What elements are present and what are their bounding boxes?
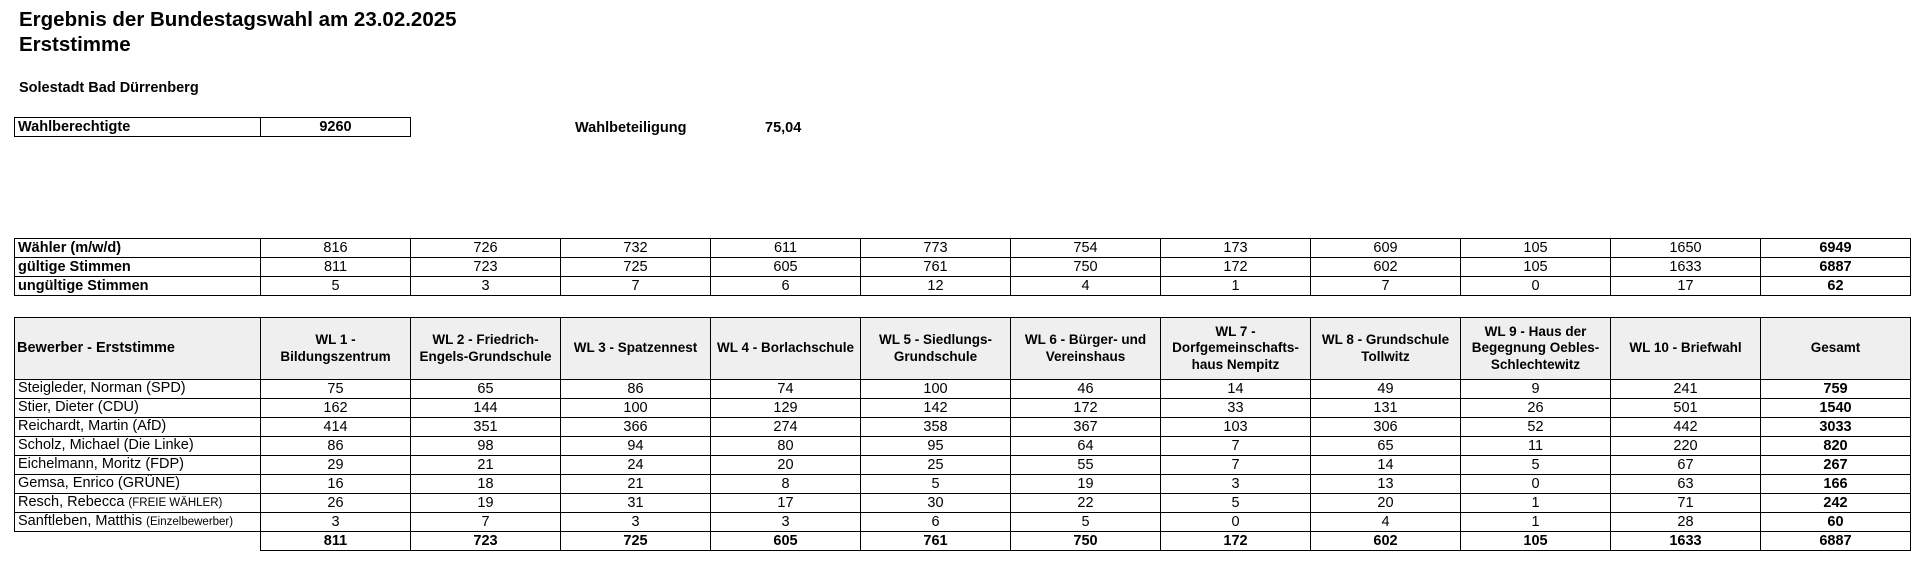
candidate-row [15, 513, 1911, 532]
vote-count-cell: 14 [1311, 456, 1461, 475]
vote-count-cell: 103 [1161, 418, 1311, 437]
vote-count-cell: 13 [1311, 475, 1461, 494]
voters-total-cell: 6949 [1761, 239, 1911, 258]
voters-summary-table [14, 238, 1911, 296]
vote-count-cell: 1 [1461, 494, 1611, 513]
vote-count-cell: 442 [1611, 418, 1761, 437]
vote-count-cell: 64 [1011, 437, 1161, 456]
sum-cell: 1633 [1611, 532, 1761, 551]
district-column-header: WL 4 - Borlachschule [711, 318, 861, 380]
vote-count-cell: 31 [561, 494, 711, 513]
candidate-total-cell: 1540 [1761, 399, 1911, 418]
vote-count-cell: 8 [711, 475, 861, 494]
vote-count-cell: 4 [1311, 513, 1461, 532]
candidate-name: Gemsa, Enrico (GRÜNE) [18, 475, 180, 491]
voters-cell: 5 [261, 277, 411, 296]
vote-count-cell: 0 [1461, 475, 1611, 494]
grand-total-cell: 6887 [1761, 532, 1911, 551]
total-column-header: Gesamt [1761, 318, 1911, 380]
candidate-name-cell [15, 456, 261, 475]
eligible-row [15, 118, 411, 137]
vote-count-cell: 131 [1311, 399, 1461, 418]
district-column-header: WL 5 - Siedlungs-Grundschule [861, 318, 1011, 380]
candidate-name: Eichelmann, Moritz (FDP) [18, 456, 184, 472]
vote-count-cell: 11 [1461, 437, 1611, 456]
sum-cell: 172 [1161, 532, 1311, 551]
sum-cell: 725 [561, 532, 711, 551]
vote-count-cell: 49 [1311, 380, 1461, 399]
sum-row-spacer [15, 532, 261, 551]
voters-total-cell: 6887 [1761, 258, 1911, 277]
vote-count-cell: 55 [1011, 456, 1161, 475]
sum-cell: 105 [1461, 532, 1611, 551]
vote-count-cell: 5 [1461, 456, 1611, 475]
eligible-value: 9260 [261, 118, 411, 137]
title-line-2: Erststimme [19, 33, 131, 56]
voters-cell: 773 [861, 239, 1011, 258]
district-column-header: WL 10 - Briefwahl [1611, 318, 1761, 380]
vote-count-cell: 1 [1461, 513, 1611, 532]
voters-cell: 811 [261, 258, 411, 277]
vote-count-cell: 6 [861, 513, 1011, 532]
sum-cell: 723 [411, 532, 561, 551]
district-column-header: WL 6 - Bürger- und Vereinshaus [1011, 318, 1161, 380]
district-column-header: WL 9 - Haus der Begegnung Oebles-Schlechtewitz [1461, 318, 1611, 380]
vote-count-cell: 67 [1611, 456, 1761, 475]
voters-cell: 3 [411, 277, 561, 296]
vote-count-cell: 19 [1011, 475, 1161, 494]
vote-count-cell: 63 [1611, 475, 1761, 494]
candidate-row [15, 494, 1911, 513]
vote-count-cell: 414 [261, 418, 411, 437]
eligible-label: Wahlberechtigte [15, 118, 261, 137]
candidate-name-cell [15, 380, 261, 399]
vote-count-cell: 22 [1011, 494, 1161, 513]
district-column-header: WL 1 - Bildungszentrum [261, 318, 411, 380]
candidate-name-cell [15, 513, 261, 532]
vote-count-cell: 26 [1461, 399, 1611, 418]
candidate-total-cell: 759 [1761, 380, 1911, 399]
candidate-party: (FREIE WÄHLER) [128, 497, 223, 509]
vote-count-cell: 7 [1161, 456, 1311, 475]
candidate-name-cell [15, 399, 261, 418]
vote-count-cell: 7 [411, 513, 561, 532]
candidate-total-cell: 242 [1761, 494, 1911, 513]
voters-cell: 6 [711, 277, 861, 296]
vote-count-cell: 52 [1461, 418, 1611, 437]
vote-count-cell: 274 [711, 418, 861, 437]
voters-row-label: gültige Stimmen [15, 258, 261, 277]
vote-count-cell: 306 [1311, 418, 1461, 437]
vote-count-cell: 65 [411, 380, 561, 399]
vote-count-cell: 20 [711, 456, 861, 475]
voters-cell: 609 [1311, 239, 1461, 258]
candidate-name: Sanftleben, Matthis [18, 513, 147, 529]
voters-row-label: ungültige Stimmen [15, 277, 261, 296]
voters-row-label: Wähler (m/w/d) [15, 239, 261, 258]
voters-cell: 725 [561, 258, 711, 277]
candidate-row [15, 399, 1911, 418]
vote-count-cell: 65 [1311, 437, 1461, 456]
voters-cell: 723 [411, 258, 561, 277]
voters-cell: 0 [1461, 277, 1611, 296]
candidate-name: Reichardt, Martin (AfD) [18, 418, 167, 434]
vote-count-cell: 366 [561, 418, 711, 437]
vote-count-cell: 162 [261, 399, 411, 418]
candidate-row [15, 437, 1911, 456]
results-header-row [15, 318, 1911, 380]
candidate-name-cell [15, 494, 261, 513]
voters-cell: 754 [1011, 239, 1161, 258]
voters-row [15, 277, 1911, 296]
turnout-label: Wahlbeteiligung [575, 120, 687, 136]
voters-cell: 105 [1461, 258, 1611, 277]
vote-count-cell: 220 [1611, 437, 1761, 456]
voters-row [15, 258, 1911, 277]
sum-cell: 750 [1011, 532, 1161, 551]
candidate-total-cell: 820 [1761, 437, 1911, 456]
candidate-row [15, 380, 1911, 399]
candidate-column-header: Bewerber - Erststimme [15, 318, 261, 380]
title-line-1: Ergebnis der Bundestagswahl am 23.02.2025 [19, 8, 457, 31]
candidate-results-table [14, 317, 1911, 551]
vote-count-cell: 20 [1311, 494, 1461, 513]
candidate-total-cell: 166 [1761, 475, 1911, 494]
voters-cell: 105 [1461, 239, 1611, 258]
vote-count-cell: 14 [1161, 380, 1311, 399]
vote-count-cell: 28 [1611, 513, 1761, 532]
vote-count-cell: 351 [411, 418, 561, 437]
vote-count-cell: 3 [711, 513, 861, 532]
voters-total-cell: 62 [1761, 277, 1911, 296]
vote-count-cell: 501 [1611, 399, 1761, 418]
vote-count-cell: 144 [411, 399, 561, 418]
candidate-party: (Einzelbewerber) [146, 516, 234, 528]
voters-cell: 7 [1311, 277, 1461, 296]
candidate-name: Resch, Rebecca [18, 494, 129, 510]
voters-cell: 173 [1161, 239, 1311, 258]
candidate-total-cell: 60 [1761, 513, 1911, 532]
voters-cell: 4 [1011, 277, 1161, 296]
vote-count-cell: 16 [261, 475, 411, 494]
voters-cell: 1650 [1611, 239, 1761, 258]
vote-count-cell: 80 [711, 437, 861, 456]
vote-count-cell: 367 [1011, 418, 1161, 437]
vote-count-cell: 7 [1161, 437, 1311, 456]
vote-count-cell: 5 [1011, 513, 1161, 532]
vote-count-cell: 19 [411, 494, 561, 513]
voters-cell: 732 [561, 239, 711, 258]
sum-cell: 602 [1311, 532, 1461, 551]
vote-count-cell: 46 [1011, 380, 1161, 399]
voters-cell: 726 [411, 239, 561, 258]
vote-count-cell: 3 [1161, 475, 1311, 494]
district-column-header: WL 8 - Grundschule Tollwitz [1311, 318, 1461, 380]
vote-count-cell: 24 [561, 456, 711, 475]
vote-count-cell: 358 [861, 418, 1011, 437]
vote-count-cell: 5 [1161, 494, 1311, 513]
voters-cell: 17 [1611, 277, 1761, 296]
vote-count-cell: 17 [711, 494, 861, 513]
voters-cell: 761 [861, 258, 1011, 277]
voters-cell: 1 [1161, 277, 1311, 296]
voters-cell: 12 [861, 277, 1011, 296]
voters-cell: 611 [711, 239, 861, 258]
sum-cell: 605 [711, 532, 861, 551]
candidate-name-cell [15, 475, 261, 494]
vote-count-cell: 29 [261, 456, 411, 475]
vote-count-cell: 33 [1161, 399, 1311, 418]
sum-cell: 811 [261, 532, 411, 551]
candidate-name: Stier, Dieter (CDU) [18, 399, 139, 415]
vote-count-cell: 95 [861, 437, 1011, 456]
page-title [19, 7, 457, 57]
sum-row [15, 532, 1911, 551]
vote-count-cell: 86 [261, 437, 411, 456]
vote-count-cell: 241 [1611, 380, 1761, 399]
vote-count-cell: 9 [1461, 380, 1611, 399]
candidate-row [15, 418, 1911, 437]
voters-cell: 172 [1161, 258, 1311, 277]
voters-cell: 1633 [1611, 258, 1761, 277]
eligible-voters-table [14, 117, 411, 137]
vote-count-cell: 100 [861, 380, 1011, 399]
candidate-name: Scholz, Michael (Die Linke) [18, 437, 194, 453]
voters-cell: 750 [1011, 258, 1161, 277]
voters-cell: 816 [261, 239, 411, 258]
vote-count-cell: 26 [261, 494, 411, 513]
vote-count-cell: 75 [261, 380, 411, 399]
vote-count-cell: 129 [711, 399, 861, 418]
vote-count-cell: 21 [411, 456, 561, 475]
candidate-name-cell [15, 437, 261, 456]
vote-count-cell: 98 [411, 437, 561, 456]
voters-cell: 7 [561, 277, 711, 296]
vote-count-cell: 86 [561, 380, 711, 399]
turnout-value: 75,04 [765, 120, 802, 136]
candidate-total-cell: 267 [1761, 456, 1911, 475]
voters-cell: 605 [711, 258, 861, 277]
district-column-header: WL 2 - Friedrich-Engels-Grundschule [411, 318, 561, 380]
candidate-name-cell [15, 418, 261, 437]
vote-count-cell: 3 [561, 513, 711, 532]
candidate-row [15, 475, 1911, 494]
candidate-total-cell: 3033 [1761, 418, 1911, 437]
vote-count-cell: 5 [861, 475, 1011, 494]
voters-cell: 602 [1311, 258, 1461, 277]
candidate-name: Steigleder, Norman (SPD) [18, 380, 186, 396]
vote-count-cell: 0 [1161, 513, 1311, 532]
vote-count-cell: 74 [711, 380, 861, 399]
sum-cell: 761 [861, 532, 1011, 551]
vote-count-cell: 172 [1011, 399, 1161, 418]
vote-count-cell: 142 [861, 399, 1011, 418]
vote-count-cell: 25 [861, 456, 1011, 475]
vote-count-cell: 3 [261, 513, 411, 532]
candidate-row [15, 456, 1911, 475]
district-column-header: WL 7 - Dorfgemeinschafts-haus Nempitz [1161, 318, 1311, 380]
municipality-name: Solestadt Bad Dürrenberg [19, 80, 199, 96]
voters-row [15, 239, 1911, 258]
vote-count-cell: 30 [861, 494, 1011, 513]
vote-count-cell: 71 [1611, 494, 1761, 513]
vote-count-cell: 18 [411, 475, 561, 494]
vote-count-cell: 100 [561, 399, 711, 418]
vote-count-cell: 94 [561, 437, 711, 456]
district-column-header: WL 3 - Spatzennest [561, 318, 711, 380]
vote-count-cell: 21 [561, 475, 711, 494]
